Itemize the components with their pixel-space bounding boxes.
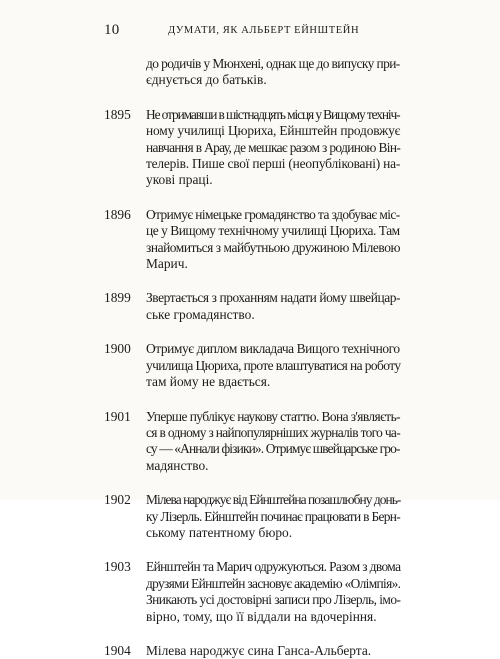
entry-year: 1900 — [104, 341, 131, 357]
chronology-entry-1896 — [104, 207, 400, 273]
page-number: 10 — [104, 22, 120, 38]
entry-year: 1895 — [104, 106, 131, 122]
chronology-entry-1904 — [104, 643, 400, 659]
text-line: ному училищі Цюриха, Ейнштейн продовжує — [146, 123, 401, 139]
text-line: Отримує диплом викладача Вищого технічного — [146, 341, 400, 357]
entry-year: 1902 — [104, 492, 131, 508]
running-title: ДУМАТИ, ЯК АЛЬБЕРТ ЕЙНШТЕЙН — [168, 25, 360, 36]
chronology-text — [104, 56, 400, 659]
text-line: навчання в Арау, де мешкає разом з родиною Він- — [146, 139, 401, 155]
text-line: ся в одному з найпопулярніших журналів того ча- — [146, 424, 401, 440]
text-line: Мілева народжує сина Ганса-Альберта. — [146, 642, 372, 658]
text-line: Уперше публікує наукову статтю. Вона з'являєть- — [146, 408, 400, 424]
text-line: ське громадянство. — [146, 306, 255, 322]
text-line: це у Вищому технічному училищі Цюриха. Там — [146, 223, 400, 239]
text-line: мадянство. — [146, 457, 209, 473]
entry-year: 1899 — [104, 290, 131, 306]
entry-year: 1903 — [104, 559, 131, 575]
chronology-entry-1903 — [104, 559, 400, 625]
chronology-entry-1901 — [104, 409, 400, 475]
text-line: до родичів у Мюнхені, однак ще до випуску при- — [146, 56, 400, 71]
text-line: друзями Ейнштейн засновує академію «Олімпія». — [146, 575, 401, 591]
text-line: знайомиться з майбутньою дружиною Мілевою — [146, 239, 401, 255]
text-line: Зникають усі достовірні записи про Лізерль, імо- — [146, 592, 401, 608]
text-line: вірно, тому, що її віддали на вдочеріння. — [146, 608, 377, 624]
text-line: су — «Аннали фізики». Отримує швейцарське гро- — [146, 441, 400, 457]
continuation-paragraph — [104, 56, 400, 89]
text-line: Ейнштейн та Марич одружуються. Разом з двома — [146, 559, 401, 575]
text-line: єднується до батьків. — [146, 72, 267, 88]
text-line: ку Лізерль. Ейнштейн починає працювати в Берн- — [146, 508, 401, 524]
chronology-entry-1899 — [104, 290, 400, 323]
text-line: Не отримавши в шістнадцять місця у Вищому техніч- — [146, 106, 400, 122]
text-line: там йому не вдається. — [146, 374, 271, 390]
entry-year: 1896 — [104, 206, 131, 222]
text-line: Звертається з проханням надати йому швейцар- — [146, 290, 401, 306]
text-line: Отримує німецьке громадянство та здобуває міс- — [146, 206, 400, 222]
entry-year: 1904 — [104, 642, 131, 658]
text-line: училища Цюриха, проте влаштуватися на роботу — [146, 357, 401, 373]
text-line: Мілева народжує від Ейнштейна позашлюбну донь- — [146, 492, 401, 508]
text-line: укові праці. — [146, 172, 213, 188]
entry-year: 1901 — [104, 408, 131, 424]
text-line: Марич. — [146, 256, 188, 272]
text-line: ському патентному бюро. — [146, 524, 293, 540]
chronology-entry-1900 — [104, 341, 400, 390]
text-line: телерів. Пише свої перші (неопубліковані) на- — [146, 156, 401, 172]
chronology-entry-1895 — [104, 107, 400, 189]
